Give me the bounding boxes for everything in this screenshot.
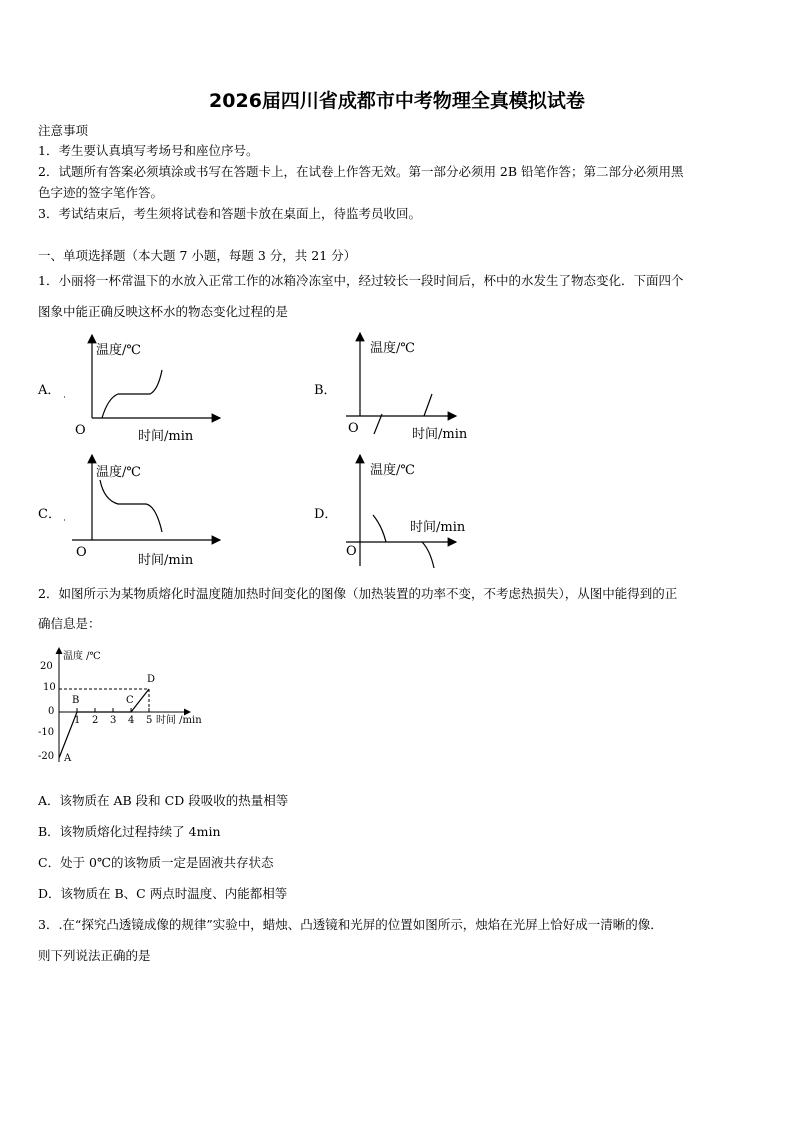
- question-text: 2．如图所示为某物质熔化时温度随加热时间变化的图像（加热装置的功率不变，不考虑热损失），从图中能得到的正: [38, 586, 678, 601]
- q2-xtick: 2: [92, 715, 99, 726]
- graph-c-curve: [100, 480, 162, 532]
- q2-ytick: 20: [40, 661, 53, 672]
- q2-ytick: -20: [38, 751, 55, 762]
- graph-d-xlabel: 时间/min: [410, 520, 466, 535]
- graph-b-xlabel: 时间/min: [412, 427, 468, 442]
- graph-c-ylabel: 温度/℃: [96, 465, 141, 480]
- q2-xtick: 3: [110, 715, 117, 726]
- notice-item: 1．考生要认真填写考场号和座位序号。: [38, 143, 259, 158]
- question-text: 图象中能正确反映这杯水的物态变化过程的是: [38, 304, 289, 319]
- q2-point-d: D: [147, 674, 156, 685]
- q2-xlabel: 时间 /min: [156, 715, 202, 726]
- q2-point-a: A: [64, 753, 72, 764]
- question-text: 3．.在“探究凸透镜成像的规律”实验中，蜡烛、凸透镜和光屏的位置如图所示，烛焰在光屏上恰好成一清晰的像．: [38, 917, 663, 932]
- graph-c-label: C．: [38, 507, 61, 522]
- option-a: A．该物质在 AB 段和 CD 段吸收的热量相等: [38, 793, 289, 808]
- notice-item: 2．试题所有答案必须填涂或书写在答题卡上，在试卷上作答无效。第一部分必须用 2B 铅笔作答；第二部分必须用黑: [38, 164, 684, 179]
- graph-a-label: A．: [38, 383, 61, 398]
- graph-a-origin: O: [75, 423, 86, 438]
- q2-ytick: -10: [38, 727, 55, 738]
- q1-graphs-figure: [30, 330, 790, 580]
- question-text: 则下列说法正确的是: [38, 948, 151, 963]
- q2-point-c: C: [126, 695, 134, 706]
- graph-b-curve-left: [374, 414, 382, 434]
- question-text: 确信息是：: [38, 616, 101, 631]
- option-c: C．处于 0℃的该物质一定是固液共存状态: [38, 855, 274, 870]
- q2-melting-graph: [30, 642, 220, 772]
- option-d: D．该物质在 B、C 两点时温度、内能都相等: [38, 886, 288, 901]
- graph-d-origin: O: [346, 544, 357, 559]
- q2-ytick: 0: [48, 706, 55, 717]
- graph-d-ylabel: 温度/℃: [370, 463, 415, 478]
- q2-ytick: 10: [43, 682, 56, 693]
- q2-point-b: B: [72, 695, 80, 706]
- notice-item: 3．考试结束后，考生须将试卷和答题卡放在桌面上，待监考员收回。: [38, 206, 421, 221]
- graph-a-ylabel: 温度/℃: [96, 343, 141, 358]
- graph-a-curve: [102, 370, 162, 418]
- graph-b-ylabel: 温度/℃: [370, 341, 415, 356]
- graph-b-label: B．: [314, 383, 337, 398]
- graph-b-curve-right: [424, 394, 432, 416]
- q2-ylabel: 温度 /℃: [63, 651, 101, 662]
- graph-d-curve-right: [422, 542, 434, 568]
- graph-a-xlabel: 时间/min: [138, 429, 194, 444]
- q2-xtick: 4: [128, 715, 135, 726]
- notice-heading: 注意事项: [38, 123, 89, 138]
- graph-b-origin: O: [348, 421, 359, 436]
- q2-xtick: 1: [74, 715, 81, 726]
- graph-d-curve-left: [373, 515, 386, 542]
- section-heading: 一、单项选择题（本大题 7 小题，每题 3 分，共 21 分）: [38, 248, 357, 263]
- notice-item: 色字迹的签字笔作答。: [38, 185, 164, 200]
- graph-c-origin: O: [76, 545, 87, 560]
- graph-d-label: D．: [314, 507, 338, 522]
- page-title: 2026届四川省成都市中考物理全真模拟试卷: [209, 90, 585, 112]
- graph-c-xlabel: 时间/min: [138, 553, 194, 568]
- question-text: 1．小丽将一杯常温下的水放入正常工作的冰箱冷冻室中，经过较长一段时间后，杯中的水发生了物态变化．下面四个: [38, 273, 684, 288]
- q2-xtick: 5: [146, 715, 153, 726]
- option-b: B．该物质熔化过程持续了 4min: [38, 824, 221, 839]
